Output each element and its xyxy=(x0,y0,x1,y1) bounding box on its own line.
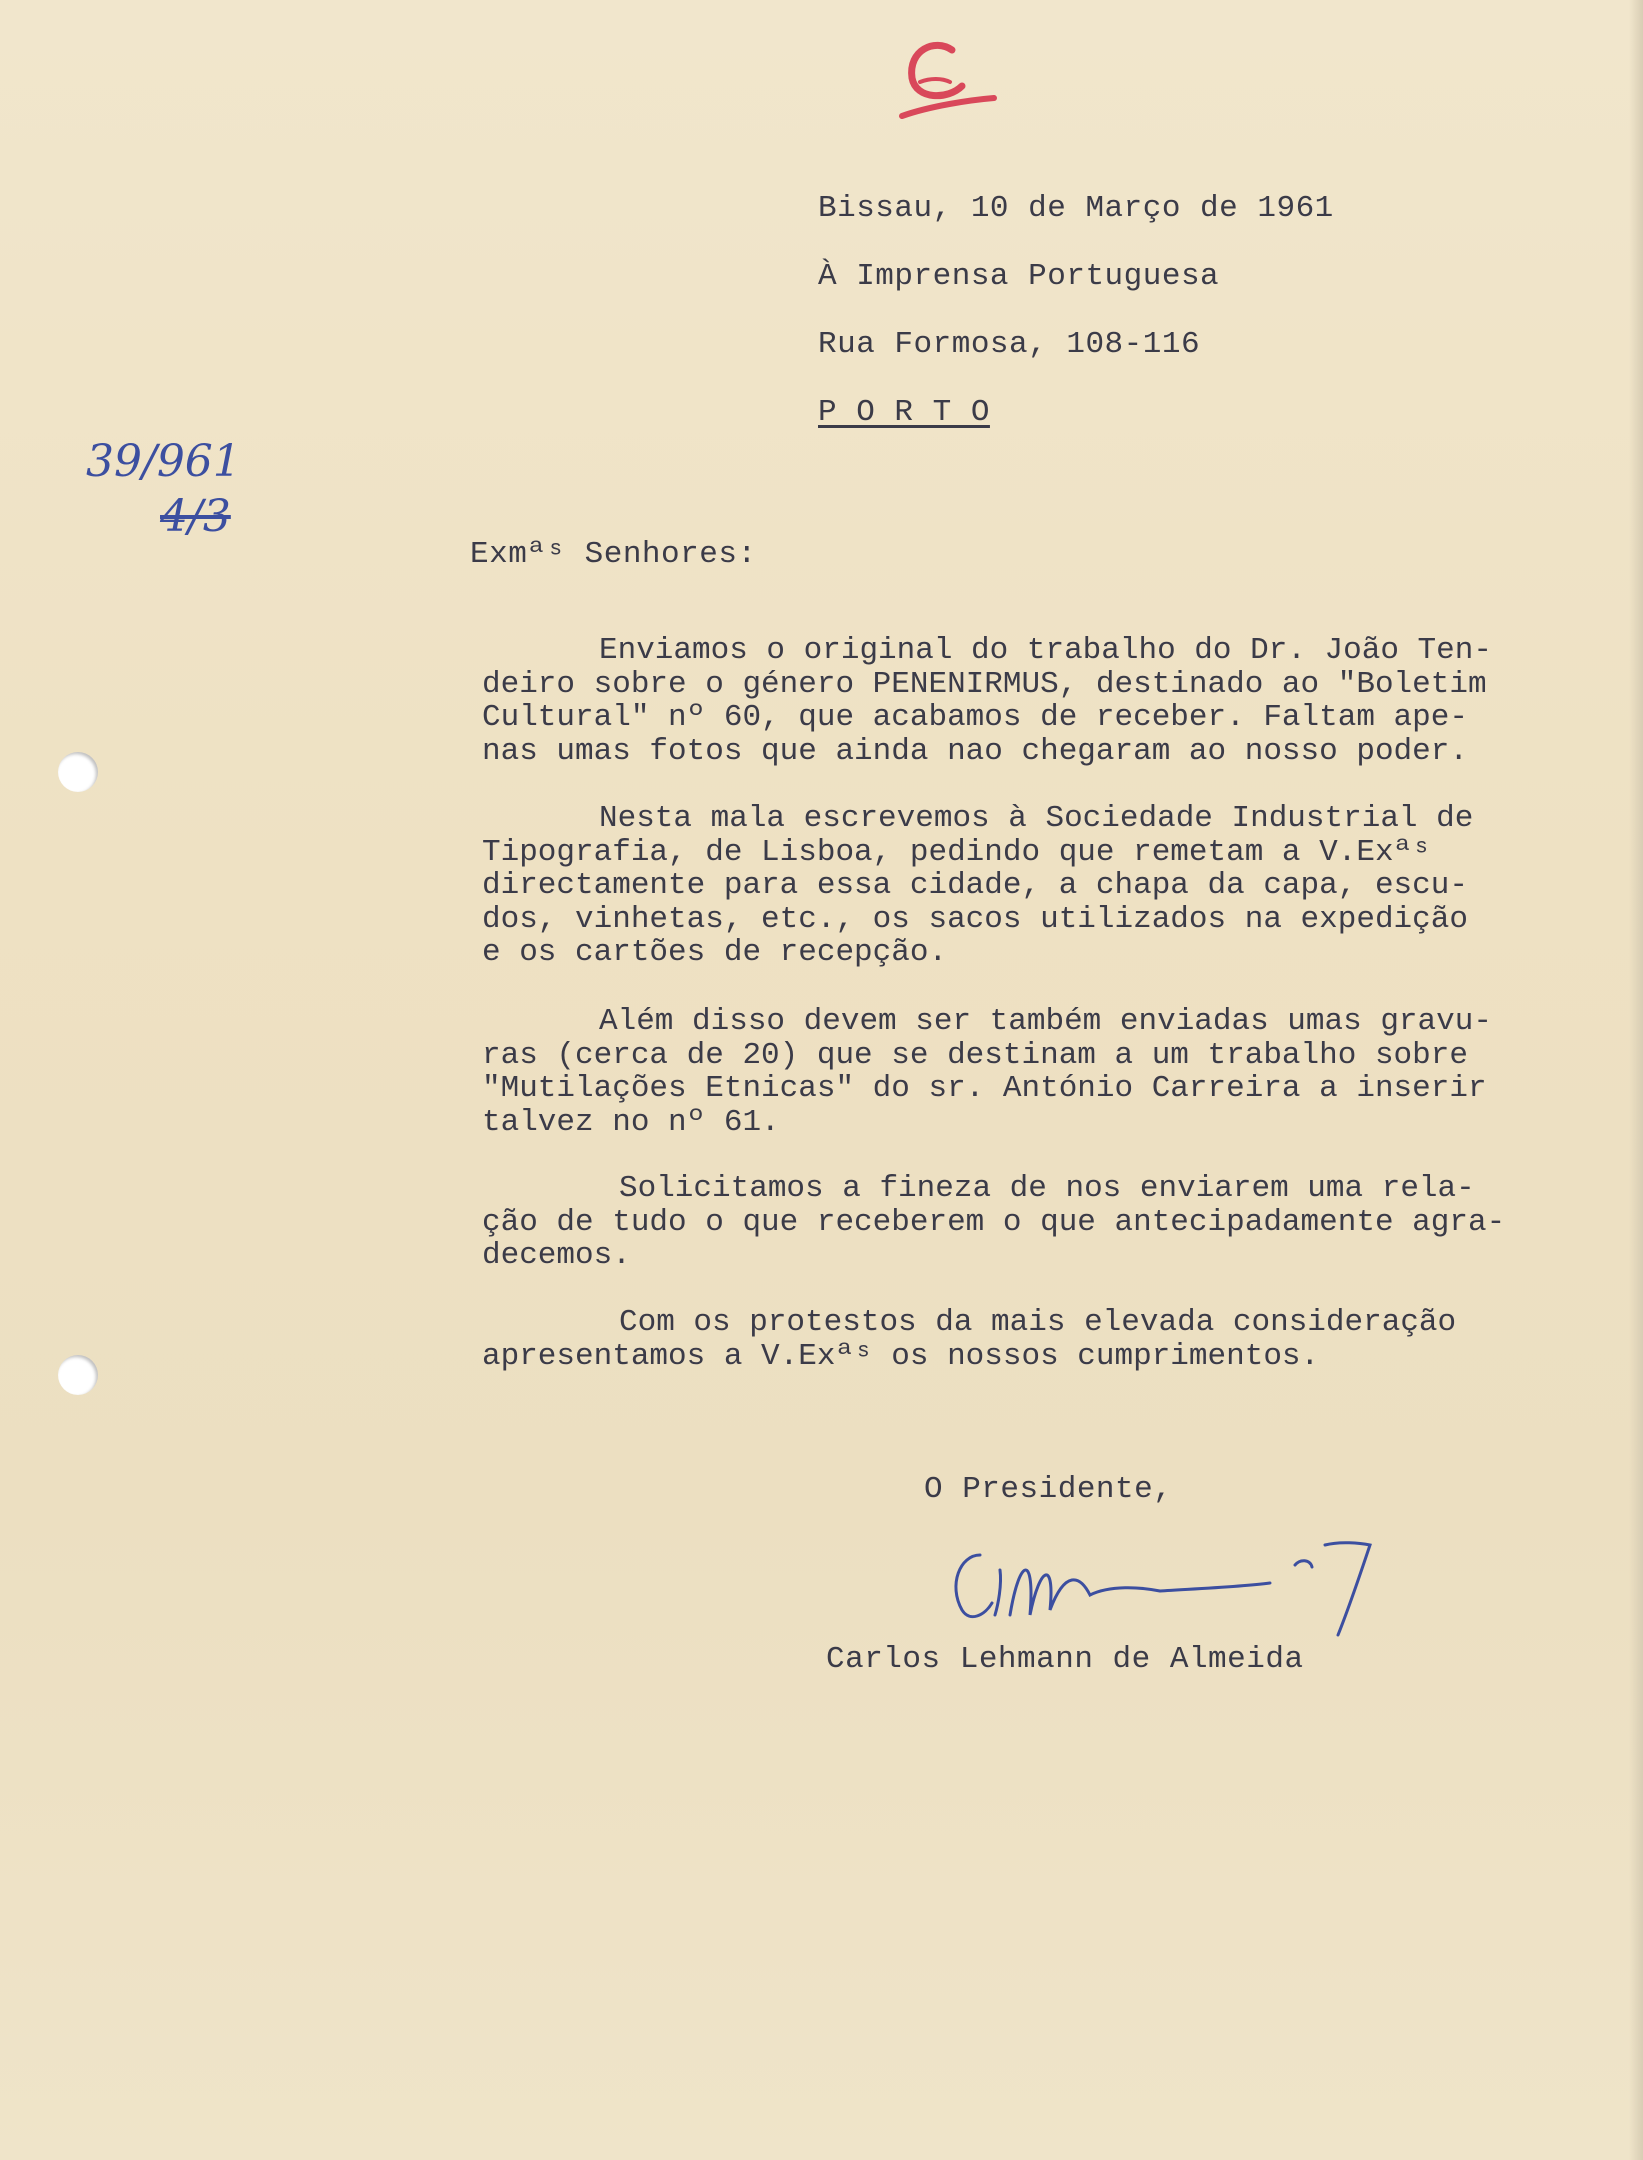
city-line: P O R T O xyxy=(818,395,990,430)
text-line: Nesta mala escrevemos à Sociedade Industrial de xyxy=(599,801,1474,836)
text-line: Enviamos o original do trabalho do Dr. João Ten- xyxy=(599,633,1492,668)
text-line: apresentamos a V.Exªˢ os nossos cumprimentos. xyxy=(482,1338,1320,1374)
text-line: directamente para essa cidade, a chapa da capa, escu- xyxy=(482,868,1468,903)
punch-hole xyxy=(58,1355,98,1395)
text-line: Cultural" nº 60, que acabamos de receber. Faltam ape- xyxy=(482,700,1468,735)
text-line: Tipografia, de Lisboa, pedindo que remetam a V.Exªˢ xyxy=(482,834,1431,870)
text-line: e os cartões de recepção. xyxy=(482,935,948,970)
paragraph-3 xyxy=(482,1005,1572,1139)
text-line: Com os protestos da mais elevada consideração xyxy=(619,1305,1457,1340)
punch-hole xyxy=(58,752,98,792)
page-edge-shadow xyxy=(1629,0,1643,2160)
date-line: Bissau, 10 de Março de 1961 xyxy=(818,191,1334,226)
recipient-line: À Imprensa Portuguesa xyxy=(818,259,1220,294)
paragraph-2 xyxy=(482,802,1572,970)
paragraph-1 xyxy=(482,634,1572,768)
text-line: nas umas fotos que ainda nao chegaram ao nosso poder. xyxy=(482,733,1468,769)
text-line: Solicitamos a fineza de nos enviarem uma rela- xyxy=(619,1171,1475,1206)
closing-title: O Presidente, xyxy=(924,1472,1173,1507)
text-line: talvez no nº 61. xyxy=(482,1104,780,1140)
signatory-name: Carlos Lehmann de Almeida xyxy=(826,1642,1304,1677)
text-line: ção de tudo o que receberem o que antecipadamente agra- xyxy=(482,1204,1506,1240)
salutation: Exmªˢ Senhores: xyxy=(470,537,757,572)
street-line: Rua Formosa, 108-116 xyxy=(818,327,1201,362)
text-line: ras (cerca de 20) que se destinam a um trabalho sobre xyxy=(482,1037,1468,1073)
text-line: Além disso devem ser também enviadas umas gravu- xyxy=(599,1004,1492,1039)
paragraph-4 xyxy=(482,1172,1572,1273)
text-line: dos, vinhetas, etc., os sacos utilizados na expedição xyxy=(482,901,1468,937)
handwritten-reference: 39/961 xyxy=(86,436,241,487)
paragraph-5 xyxy=(482,1306,1572,1373)
signature-icon xyxy=(940,1515,1410,1645)
red-c-mark-icon xyxy=(890,20,1000,130)
text-line: decemos. xyxy=(482,1238,631,1273)
text-line: deiro sobre o género PENENIRMUS, destinado ao "Boletim xyxy=(482,666,1487,702)
handwritten-subreference: 4/3 xyxy=(160,491,231,542)
text-line: "Mutilações Etnicas" do sr. António Carreira a inserir xyxy=(482,1071,1487,1106)
